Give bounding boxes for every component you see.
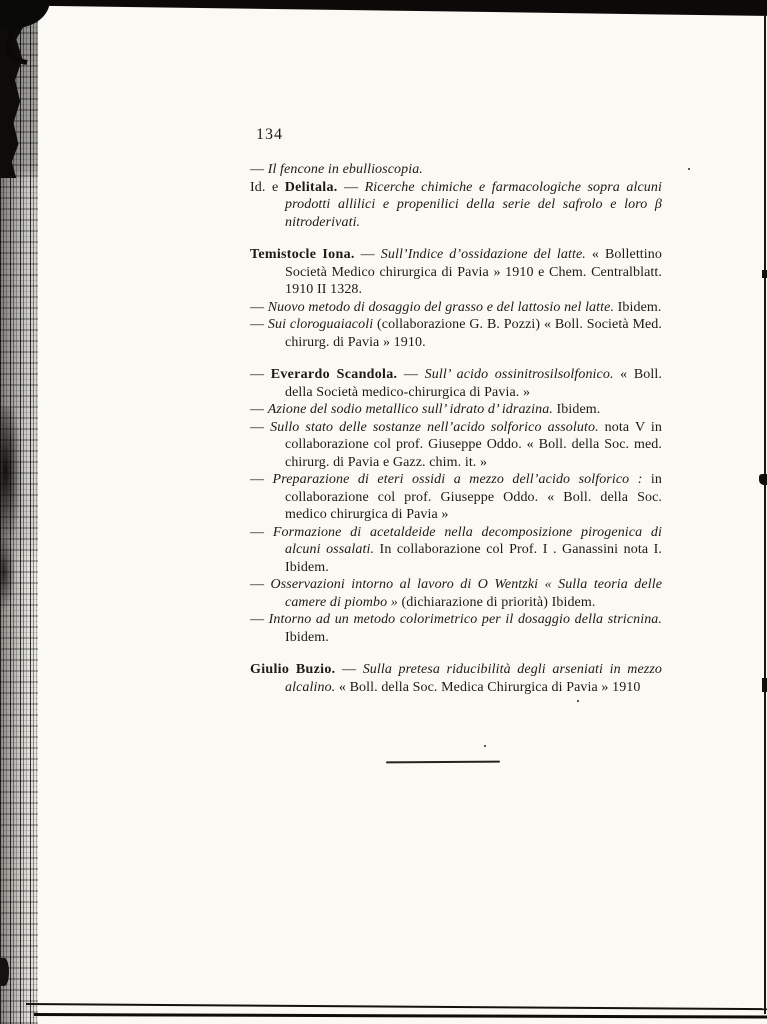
entry-segment-roman: — xyxy=(335,662,363,677)
entry-segment-roman: « Boll. della Società medico-chirurgica di Pavia. » xyxy=(285,367,662,400)
entry-segment-roman: nota V in collaborazione col prof. Giuseppe Oddo. « Boll. della Soc. med. chirurg. di Pavia e Gazz. chim. it. » xyxy=(285,419,663,470)
entry-segment-roman: — xyxy=(250,299,268,315)
entry-segment-bold: Giulio Buzio. xyxy=(250,662,336,677)
scan-artifact-bottom-blob xyxy=(0,958,9,986)
entry-segment-roman: Ibidem. xyxy=(285,629,329,645)
entry-segment-italic: Nuovo metodo di dosaggio del grasso e del lattosio nel latte. xyxy=(267,299,615,315)
scan-artifact-speck xyxy=(577,700,579,702)
bib-entry xyxy=(250,401,662,419)
scan-artifact-bottom-line xyxy=(26,1003,767,1010)
entry-segment-roman: — xyxy=(250,402,268,417)
entry-segment-roman: Id. e xyxy=(250,179,285,195)
entry-segment-roman: In collaborazione col Prof. I . Ganassini nota I. Ibidem. xyxy=(285,542,662,575)
entry-segment-italic: Sull’Indice d’ossidazione del latte. xyxy=(380,247,586,262)
entry-segment-roman: « Bollettino Società Medico chirurgica di Pavia » 1910 e Chem. Centralblatt. 1910 II 1328. xyxy=(285,247,662,297)
bib-entry xyxy=(250,161,662,179)
section-separator-rule xyxy=(386,761,500,764)
entry-segment-italic: Intorno ad un metodo colorimetrico per il dosaggio della stricnina. xyxy=(268,612,662,627)
entry-segment-italic: Il fencone in ebullioscopia. xyxy=(267,162,423,177)
entry-segment-roman: — xyxy=(250,162,268,177)
scan-artifact-speck xyxy=(484,745,486,747)
bib-entry xyxy=(250,524,662,577)
bib-entry xyxy=(250,471,662,524)
entry-segment-roman: « Boll. della Soc. Medica Chirurgica di Pavia » 1910 xyxy=(335,679,641,695)
entry-segment-roman: — xyxy=(250,472,273,487)
entry-segment-roman: — xyxy=(354,247,381,262)
scan-artifact-binding-blob xyxy=(0,540,15,610)
entry-segment-italic: Azione del sodio metallico sull’ idrato d’ idrazina. xyxy=(267,402,553,417)
entry-segment-roman: — xyxy=(250,524,273,540)
scan-artifact-right-blob xyxy=(762,678,767,692)
entry-segment-roman: — xyxy=(250,577,271,592)
entry-segment-bold: Temistocle Iona. xyxy=(250,247,355,262)
entry-segment-italic: Sulla pretesa riducibilità degli arseniati in mezzo alcalino. xyxy=(285,662,662,695)
entry-segment-italic: Ricerche chimiche e farmacologiche sopra alcuni prodotti allilici e propenilici della serie del safrolo e loro β nitroderivati. xyxy=(285,179,662,230)
bibliography xyxy=(250,161,662,696)
entry-segment-roman: — xyxy=(250,612,269,627)
entry-segment-italic: Sui cloroguaiacoli xyxy=(267,317,374,332)
entry-segment-roman: Ibidem. xyxy=(614,299,662,315)
scan-artifact-right-blob xyxy=(762,270,767,278)
bib-entry xyxy=(250,419,662,472)
bib-entry xyxy=(250,299,662,317)
entry-segment-bold: Delitala. xyxy=(284,179,338,195)
scan-artifact-bottom-line xyxy=(34,1013,767,1019)
entry-segment-italic: Sull’ acido ossinitrosilsolfonico. xyxy=(424,367,614,382)
bib-entry xyxy=(250,366,662,401)
entry-segment-italic: Preparazione di eteri ossidi a mezzo dell’acido solforico : xyxy=(272,472,643,487)
bib-entry xyxy=(250,611,662,646)
scan-artifact-speck xyxy=(688,168,690,170)
bib-entry xyxy=(250,661,662,696)
entry-segment-roman: — xyxy=(397,367,425,382)
entry-segment-roman: — xyxy=(250,367,271,382)
entry-segment-roman: — xyxy=(337,179,365,195)
scan-artifact-right-blob xyxy=(759,474,767,485)
scan-artifact-binding-blob xyxy=(0,408,22,548)
entry-segment-italic: Osservazioni intorno al lavoro di O Wentzki « Sulla teoria delle camere di piombo » xyxy=(270,577,663,610)
entry-segment-roman: — xyxy=(250,317,268,332)
entry-segment-roman: Ibidem. xyxy=(552,402,601,417)
scan-artifact-right-edge-line xyxy=(764,14,766,1014)
bib-entry xyxy=(250,246,662,299)
entry-segment-roman: (collaborazione G. B. Pozzi) « Boll. Società Med. chirurg. di Pavia » 1910. xyxy=(285,317,663,350)
bib-entry xyxy=(250,576,662,611)
entry-segment-bold: Everardo Scandola. xyxy=(270,367,398,382)
entry-segment-italic: Formazione di acetaldeide nella decomposizione pirogenica di alcuni ossalati. xyxy=(272,524,662,557)
entry-segment-italic: Sullo stato delle sostanze nell’acido solforico assoluto. xyxy=(270,419,599,435)
scan-artifact-top-edge xyxy=(0,0,767,17)
entry-segment-roman: (dichiarazione di priorità) Ibidem. xyxy=(397,594,596,610)
page-number: 134 xyxy=(256,126,283,143)
entry-segment-roman: in collaborazione col prof. Giuseppe Oddo. « Boll. della Soc. medico chirurgica di Pavia » xyxy=(285,472,662,522)
bib-entry xyxy=(250,179,662,232)
bib-entry xyxy=(250,316,662,351)
entry-segment-roman: — xyxy=(250,419,271,435)
